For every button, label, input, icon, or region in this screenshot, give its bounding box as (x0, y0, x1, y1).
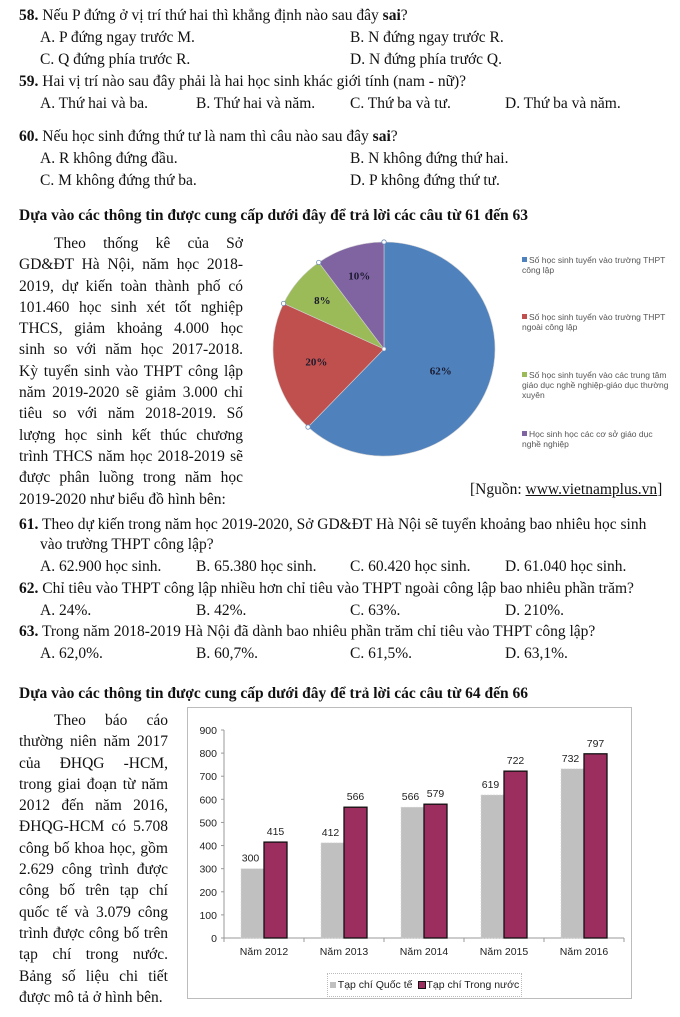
question-emphasis: sai (372, 128, 391, 145)
question-58 (19, 6, 408, 26)
option-b[interactable]: B. 60,7%. (196, 645, 258, 662)
option-b[interactable]: B. N không đứng thứ hai. (350, 150, 509, 167)
question-60 (19, 127, 398, 147)
pie-legend-vocational-institution (522, 429, 672, 449)
data-label: 619 (481, 778, 500, 791)
legend-label-international: Tạp chí Quốc tế (337, 979, 413, 991)
x-tick-label: Năm 2013 (319, 946, 369, 958)
y-tick-label: 400 (199, 840, 217, 853)
bar-international-Năm-2016 (561, 769, 584, 938)
context-paragraph-hanoi (19, 233, 243, 510)
legend-swatch-domestic (419, 982, 425, 988)
data-label: 797 (586, 737, 605, 750)
paragraph-line: sinh so với năm học 2017-2018. (19, 341, 243, 359)
question-number: 62. (19, 580, 39, 597)
x-tick-label: Năm 2012 (239, 946, 289, 958)
bar-domestic-Năm-2014 (424, 804, 447, 938)
paragraph-line: tiêu so với năm 2018-2019. Số (19, 405, 243, 423)
question-62 (19, 579, 634, 599)
pie-handle (306, 425, 310, 429)
paragraph-line: được phân luồng trong năm học (19, 469, 243, 487)
y-tick-label: 900 (199, 725, 217, 737)
paragraph-line: tạp chí trong nước. (19, 946, 168, 964)
paragraph-line: 2.629 công trình được (19, 861, 168, 879)
paragraph-line: công bố khoa học, gồm (19, 839, 168, 857)
question-text: Chỉ tiêu vào THPT công lập nhiều hơn chỉ tiêu vào THPT ngoài công lập bao nhiêu phần trăm? (38, 580, 634, 597)
y-tick-label: 0 (211, 933, 217, 945)
option-a[interactable]: A. 24%. (40, 602, 92, 619)
pie-chart (260, 230, 520, 470)
bar-international-Năm-2014 (401, 807, 424, 938)
paragraph-line: 2019-2020 như biểu đồ hình bên: (19, 490, 226, 508)
paragraph-line: GD&ĐT Hà Nội, năm học 2018- (19, 256, 243, 274)
paragraph-line: Bảng số liệu chi tiết (19, 967, 168, 985)
pie-label-private-school: 20% (305, 356, 328, 369)
question-text-end: ? (390, 128, 398, 145)
bar-domestic-Năm-2016 (584, 754, 607, 938)
data-label: 579 (426, 788, 445, 801)
question-number: 59. (19, 73, 39, 90)
data-label: 415 (266, 826, 285, 839)
option-c[interactable]: C. 63%. (350, 602, 401, 619)
legend-swatch (522, 314, 527, 319)
paragraph-line: công bố trên tạp chí (19, 882, 168, 900)
question-number: 60. (19, 128, 39, 145)
legend-item-domestic (419, 979, 520, 991)
question-text: Theo dự kiến trong năm học 2019-2020, Sở GD&ĐT Hà Nội sẽ tuyển khoảng bao nhiêu học sinh (38, 516, 647, 533)
source-prefix: [Nguồn: (470, 481, 526, 498)
paragraph-line: trong giai đoạn từ năm (19, 775, 168, 793)
paragraph-line: trình THCS năm học 2018-2019 sẽ (19, 447, 243, 465)
option-d[interactable]: D. N đứng phía trước Q. (350, 51, 502, 68)
paragraph-line: lượng học sinh kết thúc chương (19, 426, 243, 444)
paragraph-line: 101.460 học sinh xét tốt nghiệp (19, 298, 243, 316)
option-a[interactable]: A. Thứ hai và ba. (40, 95, 148, 112)
question-number: 61. (19, 516, 39, 533)
y-tick-label: 500 (199, 817, 217, 830)
option-a[interactable]: A. 62,0%. (40, 645, 103, 662)
legend-label: Số học sinh tuyển vào các trung tâm giáo dục nghề nghiệp-giáo dục thường xuyên (522, 370, 669, 400)
question-text: Nếu học sinh đứng thứ tư là nam thì câu nào sau đây (38, 128, 373, 145)
bar-international-Năm-2013 (321, 843, 344, 938)
option-a[interactable]: A. R không đứng đầu. (40, 150, 178, 167)
data-label: 412 (321, 826, 340, 839)
legend-label: Số học sinh tuyển vào trường THPT ngoài công lập (522, 312, 666, 332)
paragraph-line: Theo báo cáo (54, 712, 168, 729)
option-a[interactable]: A. P đứng ngay trước M. (40, 29, 195, 46)
option-b[interactable]: B. 65.380 học sinh. (196, 558, 317, 575)
legend-label: Học sinh học các cơ sở giáo dục nghề nghiệp (522, 429, 653, 449)
y-tick-label: 800 (199, 748, 217, 761)
data-label: 722 (506, 755, 525, 768)
option-c[interactable]: C. 61,5%. (350, 645, 412, 662)
source-suffix: ] (657, 481, 663, 498)
source-citation (470, 481, 662, 499)
pie-legend-vocational-center (522, 370, 672, 400)
legend-label-domestic: Tạp chí Trong nước (426, 979, 520, 991)
bar-chart (187, 707, 632, 999)
pie-legend-private-school (522, 312, 672, 332)
question-emphasis: sai (382, 7, 401, 24)
data-label: 566 (401, 791, 420, 804)
pie-legend-public-school (522, 255, 672, 275)
paragraph-line: được mô tả ở hình bên. (19, 988, 163, 1006)
data-label: 300 (241, 852, 260, 865)
paragraph-line: quốc tế và 3.079 công (19, 903, 168, 921)
option-b[interactable]: B. N đứng ngay trước R. (350, 29, 504, 46)
data-label: 732 (561, 752, 580, 765)
bar-chart-legend (327, 973, 522, 997)
question-61 (19, 515, 646, 535)
pie-handle (317, 260, 321, 264)
option-c[interactable]: C. M không đứng thứ ba. (40, 172, 197, 189)
option-d[interactable]: D. 61.040 học sinh. (505, 558, 627, 575)
legend-swatch-international (330, 982, 336, 988)
pie-handle (382, 240, 386, 244)
data-label: 566 (346, 791, 365, 804)
x-tick-label: Năm 2014 (399, 946, 449, 958)
y-tick-label: 300 (199, 863, 217, 876)
question-59 (19, 72, 466, 92)
paragraph-line: 2012 đến năm 2016, (19, 797, 168, 815)
x-tick-label: Năm 2015 (479, 946, 529, 958)
x-tick-label: Năm 2016 (559, 946, 609, 958)
bar-domestic-Năm-2015 (504, 771, 527, 938)
question-text: Nếu P đứng ở vị trí thứ hai thì khẳng định nào sau đây (38, 7, 383, 24)
option-c[interactable]: C. 60.420 học sinh. (350, 558, 471, 575)
question-number: 58. (19, 7, 39, 24)
pie-handle (281, 301, 285, 305)
section-title-61-63: Dựa vào các thông tin được cung cấp dưới đây để trả lời các câu từ 61 đến 63 (19, 207, 529, 224)
option-d[interactable]: D. 210%. (505, 602, 564, 619)
legend-item-international (330, 979, 413, 991)
paragraph-line: Theo thống kê của Sở (54, 235, 243, 252)
bar-international-Năm-2015 (481, 795, 504, 938)
option-c[interactable]: C. Q đứng phía trước R. (40, 51, 191, 68)
bar-domestic-Năm-2013 (344, 807, 367, 938)
option-d[interactable]: D. Thứ ba và năm. (505, 95, 621, 112)
paragraph-line: năm 2019-2020 sẽ giảm 3.000 chỉ (19, 384, 243, 402)
option-d[interactable]: D. P không đứng thứ tư. (350, 172, 500, 189)
legend-swatch (522, 431, 527, 436)
source-link[interactable]: www.vietnamplus.vn (525, 481, 658, 498)
paragraph-line: 2019, dự kiến toàn thành phố có (19, 277, 243, 295)
paragraph-line: trình được công bố trên (19, 924, 168, 942)
pie-center-handle (382, 347, 386, 351)
legend-label: Số học sinh tuyển vào trường THPT công lập (522, 255, 666, 275)
question-text-end: ? (400, 7, 408, 24)
paragraph-line: ĐHQG-HCM có 5.708 (19, 818, 168, 836)
legend-swatch (522, 257, 527, 262)
question-63 (19, 622, 595, 642)
bar-domestic-Năm-2012 (264, 842, 287, 938)
section-title-64-66: Dựa vào các thông tin được cung cấp dưới đây để trả lời các câu từ 64 đến 66 (19, 685, 529, 702)
paragraph-line: của ĐHQG -HCM, (19, 754, 168, 772)
paragraph-line: thường niên năm 2017 (19, 733, 168, 751)
bar-international-Năm-2012 (241, 869, 264, 938)
option-c[interactable]: C. Thứ ba và tư. (350, 95, 451, 112)
pie-label-vocational-center: 8% (314, 294, 331, 307)
option-b[interactable]: B. Thứ hai và năm. (196, 95, 316, 112)
pie-label-vocational-institution: 10% (348, 270, 371, 283)
y-tick-label: 600 (199, 794, 217, 807)
y-tick-label: 100 (199, 909, 217, 922)
paragraph-line: THCS, giảm khoảng 4.000 học (19, 320, 243, 338)
legend-swatch (522, 372, 527, 377)
question-number: 63. (19, 623, 39, 640)
pie-label-public-school: 62% (429, 365, 452, 378)
question-text-continued: vào trường THPT công lập? (40, 536, 214, 553)
context-paragraph-hcm (19, 710, 168, 1008)
y-tick-label: 200 (199, 886, 217, 899)
option-b[interactable]: B. 42%. (196, 602, 247, 619)
option-a[interactable]: A. 62.900 học sinh. (40, 558, 162, 575)
option-d[interactable]: D. 63,1%. (505, 645, 568, 662)
y-tick-label: 700 (199, 771, 217, 784)
question-text: Hai vị trí nào sau đây phải là hai học sinh khác giới tính (nam - nữ)? (38, 73, 467, 90)
question-text: Trong năm 2018-2019 Hà Nội đã dành bao nhiêu phần trăm chỉ tiêu vào THPT công lập? (38, 623, 596, 640)
paragraph-line: Kỳ tuyển sinh vào THPT công lập (19, 362, 243, 380)
